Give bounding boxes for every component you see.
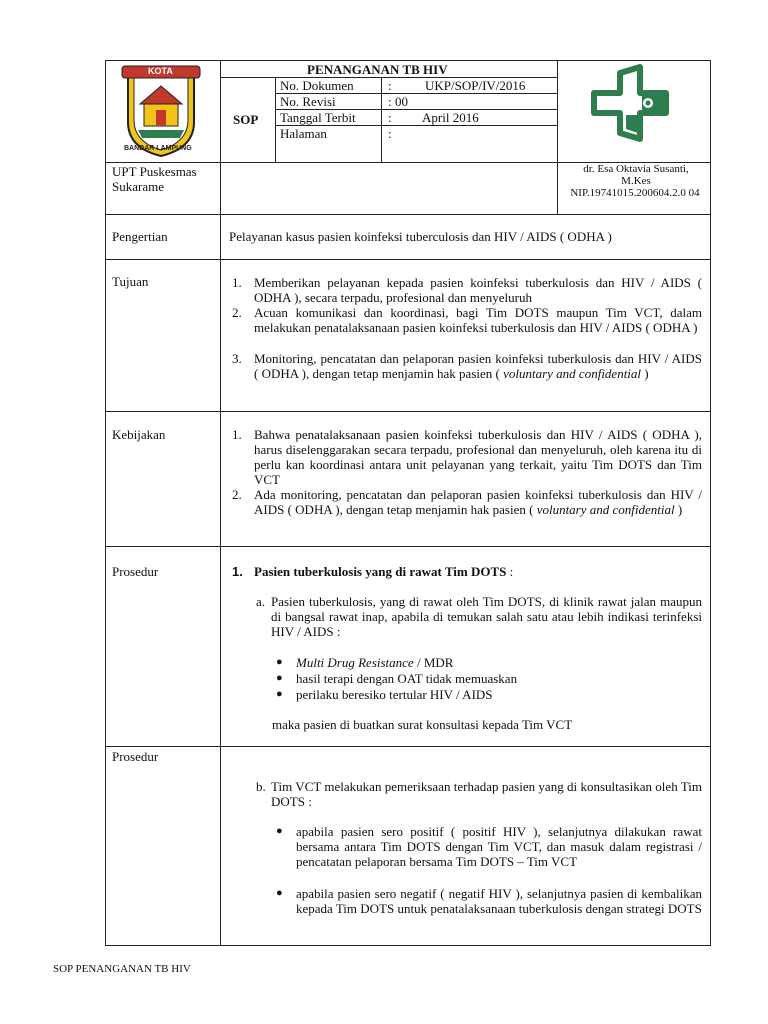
meta-label-halaman: Halaman (280, 126, 327, 141)
bullet-item: hasil terapi dengan OAT tidak memuaskan (296, 671, 518, 686)
kebijakan-item: Bahwa penatalaksanaan pasien koinfeksi tuberkulosis dan HIV / AIDS ( ODHA ), harus diselenggarakan secara terpadu, profesional dan menyeluruh, oleh karena itu di perlu kan koordinasi antara unit pelayanan yang terkait, yaitu Tim DOTS dan Tim VCT (254, 427, 702, 487)
sop-label: SOP (233, 112, 259, 127)
bullet-item: apabila pasien sero negatif ( negatif HIV ), selanjutnya pasien di kembalikan kepada Tim DOTS untuk penatalaksanaan tuberkulosis dengan strategi DOTS (296, 886, 702, 916)
prosedur-sub-a: Pasien tuberkulosis, yang di rawat oleh Tim DOTS, di klinik rawat jalan maupun di bangsal rawat inap, apabila di temukan salah satu atau lebih indikasi terinfeksi HIV / AIDS : (271, 594, 702, 639)
tujuan-item-italic: voluntary and confidential (503, 366, 642, 381)
bullet-icon: ● (276, 672, 283, 684)
signer-nip: NIP.19741015.200604.2.0 04 (570, 187, 700, 199)
meta-label-no-dokumen: No. Dokumen (280, 78, 354, 93)
kebijakan-item (254, 487, 702, 517)
logo-text-bandar-lampung: BANDAR LAMPUNG (124, 145, 192, 152)
tujuan-item-tail: ) (641, 366, 649, 381)
meta-sep: : (388, 110, 392, 125)
prosedur-heading-number: 1. (232, 564, 243, 579)
sub-letter-a: a. (256, 594, 266, 609)
kebijakan-item-text: Ada monitoring, pencatatan dan pelaporan pasien koinfeksi tuberkulosis dan HIV / AIDS ( ODHA ), dengan tetap menjamin hak pasien ( (254, 487, 702, 517)
bullet-icon: ● (276, 825, 283, 837)
section-label-prosedur: Prosedur (112, 749, 159, 764)
logo-text-kota: KOTA (148, 66, 173, 76)
meta-sep: : (388, 94, 392, 109)
bullet-icon: ● (276, 688, 283, 700)
kebijakan-item-tail: ) (674, 502, 683, 517)
prosedur-heading-text (254, 564, 513, 579)
meta-value-no-dokumen: UKP/SOP/IV/2016 (425, 78, 526, 93)
bullet-item: perilaku beresiko tertular HIV / AIDS (296, 687, 493, 702)
prosedur-sub-b: Tim VCT melakukan pemeriksaan terhadap pasien yang di konsultasikan oleh Tim DOTS : (271, 779, 702, 809)
meta-sep: : (388, 126, 392, 141)
meta-label-tanggal-terbit: Tanggal Terbit (280, 110, 356, 125)
signer-block (562, 163, 708, 199)
meta-sep: : (388, 78, 392, 93)
section-label-tujuan: Tujuan (112, 274, 149, 289)
bullet-text: / MDR (413, 655, 454, 670)
section-label-kebijakan: Kebijakan (112, 427, 166, 442)
list-number: 2. (232, 305, 242, 320)
bullet-item (296, 655, 453, 670)
tujuan-item: Memberikan pelayanan kepada pasien koinfeksi tuberkulosis dan HIV / AIDS ( ODHA ), secara terpadu, profesional dan menyeluruh (254, 275, 702, 305)
list-number: 3. (232, 351, 242, 366)
sub-letter-b: b. (256, 779, 266, 794)
tujuan-item: Acuan komunikasi dan koordinasi, bagi Tim DOTS maupun Tim VCT, dalam melakukan penatalaksanaan pasien koinfeksi tuberkulosis dan HIV / AIDS ( ODHA ) (254, 305, 702, 335)
organization-name: UPT Puskesmas Sukarame (112, 164, 197, 194)
bullet-icon: ● (276, 656, 283, 668)
signer-name: dr. Esa Oktavia Susanti, M.Kes (583, 163, 689, 187)
section-label-pengertian: Pengertian (112, 229, 168, 244)
page-footer: SOP PENANGANAN TB HIV (53, 963, 191, 975)
meta-value-tanggal-terbit: April 2016 (422, 110, 479, 125)
bullet-icon: ● (276, 887, 283, 899)
kebijakan-item-italic: voluntary and confidential (536, 502, 675, 517)
prosedur-closing: maka pasien di buatkan surat konsultasi kepada Tim VCT (272, 717, 573, 732)
tujuan-item-text: Monitoring, pencatatan dan pelaporan pasien koinfeksi tuberkulosis dan HIV / AIDS ( ODHA ), dengan tetap menjamin hak pasien ( (254, 351, 702, 381)
list-number: 2. (232, 487, 242, 502)
bullet-item: apabila pasien sero positif ( positif HIV ), selanjutnya dilakukan rawat bersama antara Tim DOTS dengan Tim VCT, dan masuk dalam registrasi / pencatatan pelaporan bersama Tim DOTS – Tim VCT (296, 824, 702, 869)
puskesmas-logo (582, 63, 688, 147)
bullet-italic: Multi Drug Resistance (296, 655, 414, 670)
list-number: 1. (232, 427, 242, 442)
document-title: PENANGANAN TB HIV (307, 62, 448, 77)
list-number: 1. (232, 275, 242, 290)
pengertian-text: Pelayanan kasus pasien koinfeksi tuberculosis dan HIV / AIDS ( ODHA ) (229, 229, 612, 244)
tujuan-item (254, 351, 702, 381)
meta-label-no-revisi: No. Revisi (280, 94, 336, 109)
meta-value-no-revisi: 00 (395, 94, 408, 109)
city-emblem-logo (118, 64, 204, 158)
prosedur-heading-tail: : (506, 564, 514, 579)
section-label-prosedur: Prosedur (112, 564, 159, 579)
prosedur-heading-bold: Pasien tuberkulosis yang di rawat Tim DOTS (254, 564, 507, 579)
